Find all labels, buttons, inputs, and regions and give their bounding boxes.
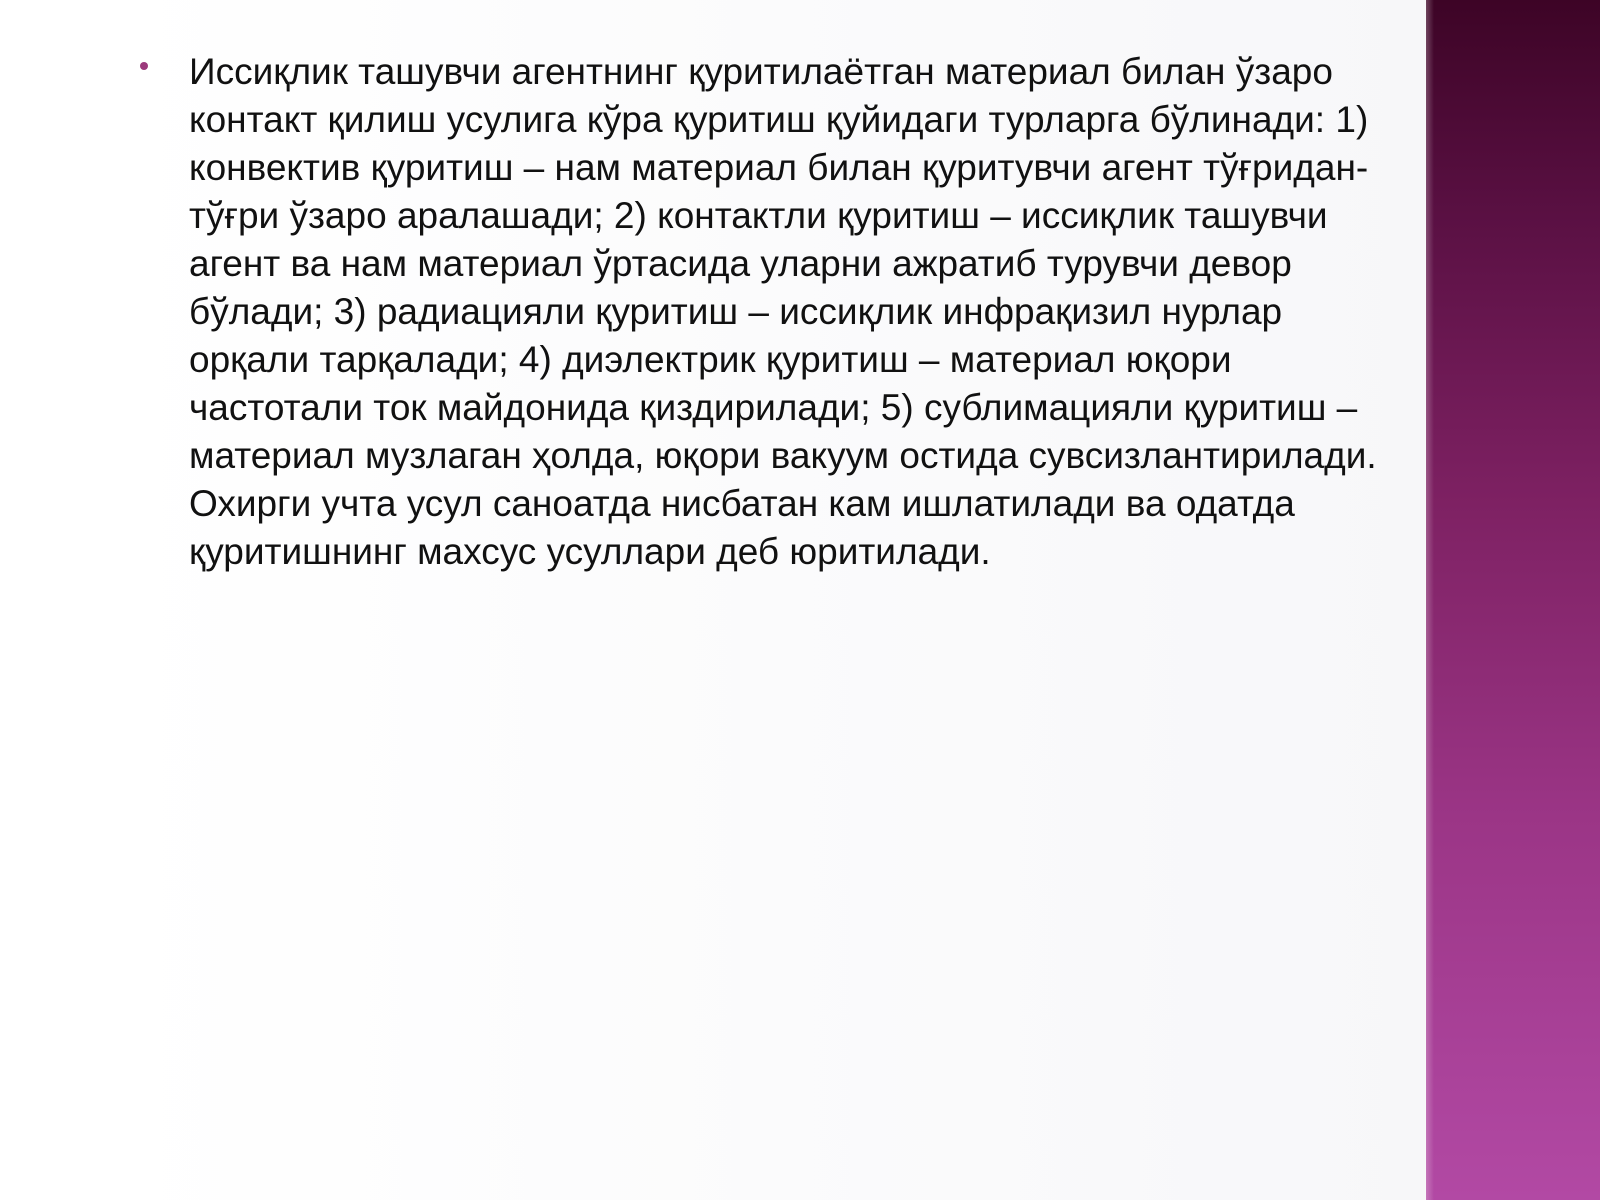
- text-line: бўлади; 3) радиацияли қуритиш – иссиқлик инфрақизил нурлар: [189, 291, 1283, 332]
- text-line: тўғри ўзаро аралашади; 2) контактли қуритиш – иссиқлик ташувчи: [189, 195, 1328, 236]
- text-line: конвектив қуритиш – нам материал билан қуритувчи агент тўғридан-: [189, 147, 1369, 188]
- text-line: Охирги учта усул саноатда нисбатан кам ишлатилади ва одатда: [189, 483, 1295, 524]
- bullet-item: [140, 48, 1480, 576]
- text-line: орқали тарқалади; 4) диэлектрик қуритиш – материал юқори: [189, 339, 1232, 380]
- text-line: агент ва нам материал ўртасида уларни ажратиб турувчи девор: [189, 243, 1292, 284]
- text-line: материал музлаган ҳолда, юқори вакуум остида сувсизлантирилади.: [189, 435, 1377, 476]
- bullet-text: [189, 48, 1480, 576]
- slide-content: [140, 48, 1480, 576]
- bullet-dot-icon: [140, 62, 148, 70]
- text-line: қуритишнинг махсус усуллари деб юритилади.: [189, 531, 991, 572]
- text-line: контакт қилиш усулига кўра қуритиш қуйидаги турларга бўлинади: 1): [189, 99, 1369, 140]
- text-line: частотали ток майдонида қиздирилади; 5) сублимацияли қуритиш –: [189, 387, 1358, 428]
- text-line: Иссиқлик ташувчи агентнинг қуритилаётган материал билан ўзаро: [189, 51, 1333, 92]
